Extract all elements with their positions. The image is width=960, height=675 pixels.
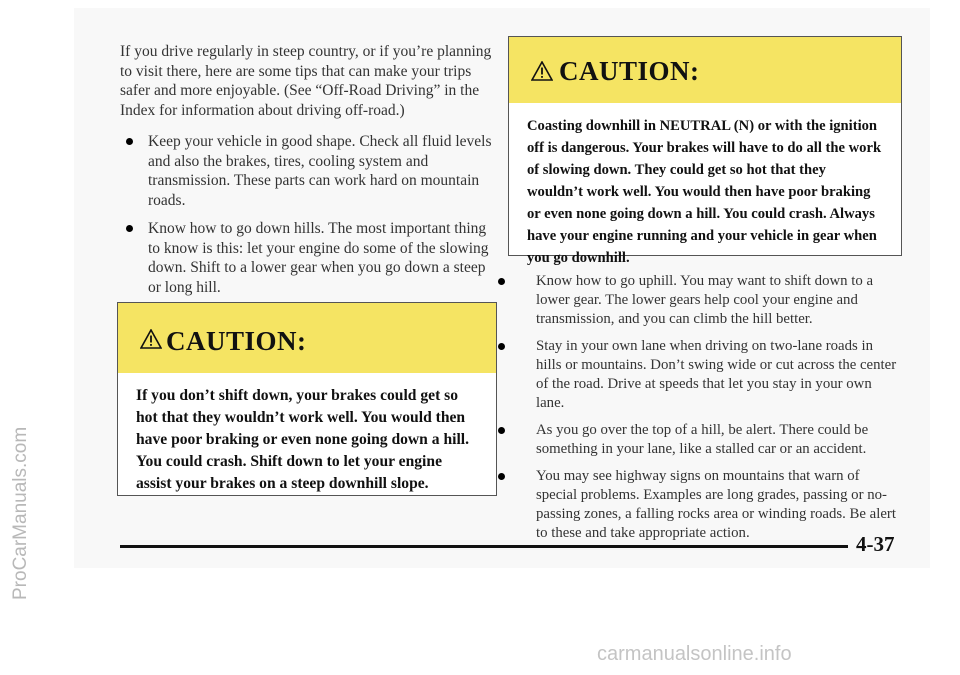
caution-box-right (508, 36, 902, 266)
caution-title: CAUTION: (166, 326, 307, 356)
caution-header (118, 303, 496, 373)
list-item (508, 337, 898, 413)
bullet-text: Keep your vehicle in good shape. Check all fluid levels and also the brakes, tires, cooling system and transmission. These parts can work hard on mountain roads. (148, 133, 492, 209)
caution-text: Coasting downhill in NEUTRAL (N) or with the ignition off is dangerous. Your brakes will have to do all the work of slowing down. They could get so hot that they wouldn’t work well. You would then have poor braking or even none going down a hill. You could crash. Always have your engine running and your vehicle in gear when you go downhill. (527, 118, 882, 266)
bullet-icon (498, 427, 505, 434)
bullet-icon (126, 138, 133, 145)
side-watermark: ProCarManuals.com (10, 426, 31, 600)
caution-box-left (117, 302, 497, 496)
bullet-text: You may see highway signs on mountains that warn of special problems. Examples are long grades, passing or no-passing zones, a falling rocks area or winding roads. Be alert to these and take appropriate action. (536, 468, 896, 541)
caution-title: CAUTION: (559, 56, 700, 86)
page-number: 4-37 (856, 532, 895, 556)
list-item (508, 467, 898, 543)
bullet-text: Stay in your own lane when driving on two-lane roads in hills or mountains. Don’t swing wide or cut across the center of the road. Drive at speeds that let you stay in your own lane. (536, 338, 897, 411)
bullet-icon (498, 278, 505, 285)
bullet-icon (126, 225, 133, 232)
bullet-text: Know how to go uphill. You may want to shift down to a lower gear. The lower gears help cool your engine and transmission, and you can climb the hill better. (536, 273, 874, 327)
bullet-text: Know how to go down hills. The most important thing to know is this: let your engine do some of the slowing down. Shift to a lower gear when you go down a steep or long hill. (148, 220, 489, 296)
left-bullet-list (120, 132, 492, 297)
warning-triangle-icon (531, 61, 553, 81)
intro-paragraph: If you drive regularly in steep country, or if you’re planning to visit there, here are some tips that can make your trips safer and more enjoyable. (See “Off-Road Driving” in the Index for information about driving off-road.) (120, 43, 492, 119)
bottom-watermark: carmanualsonline.info (597, 643, 792, 665)
right-column (508, 272, 898, 551)
warning-triangle-icon (140, 329, 162, 349)
list-item (120, 132, 492, 210)
list-item (508, 421, 898, 459)
bullet-icon (498, 473, 505, 480)
left-column (120, 42, 492, 306)
bullet-icon (498, 343, 505, 350)
list-item (508, 272, 898, 329)
footer-rule (120, 545, 848, 548)
bullet-text: As you go over the top of a hill, be alert. There could be something in your lane, like a stalled car or an accident. (536, 422, 869, 457)
caution-text: If you don’t shift down, your brakes could get so hot that they wouldn’t work well. You would then have poor braking or even none going down a hill. You could crash. Shift down to let your engine assist your brakes on a steep downhill slope. (136, 387, 470, 492)
caution-header (509, 37, 901, 103)
right-bullet-list (508, 272, 898, 543)
list-item (120, 219, 492, 297)
